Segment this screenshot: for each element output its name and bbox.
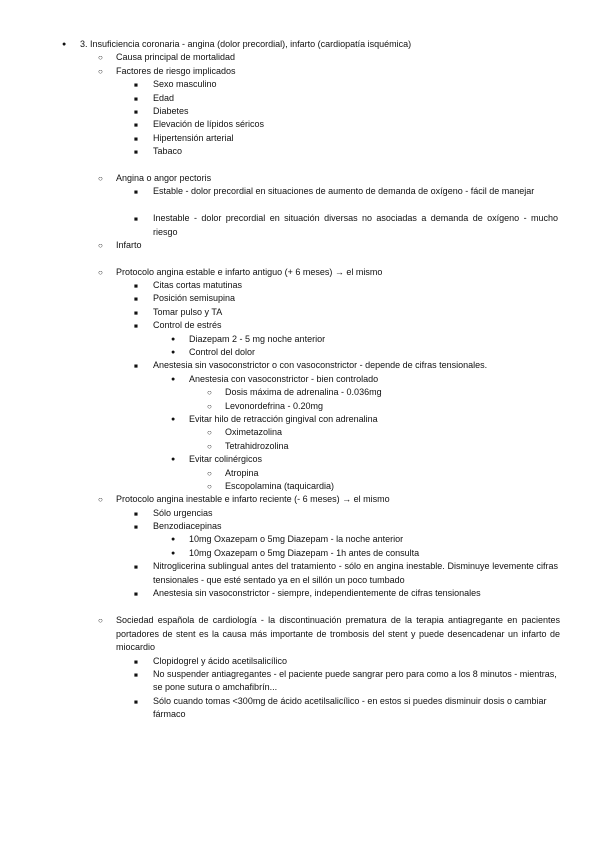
bullet-square: ■ (134, 108, 138, 116)
bullet-circle: ○ (98, 495, 103, 505)
bullet-disc: ● (171, 375, 176, 383)
list-text: Escopolamina (taquicardia) (225, 480, 335, 491)
bullet-disc: ● (171, 415, 176, 423)
bullet-square: ■ (134, 672, 138, 680)
list-text: Diazepam 2 - 5 mg noche anterior (189, 333, 326, 344)
bullet-circle: ○ (207, 428, 212, 438)
bullet-square: ■ (134, 135, 138, 143)
list-text: 10mg Oxazepam o 5mg Diazepam - la noche anterior (189, 534, 404, 545)
list-text: Inestable - dolor precordial en situación diversas no asociadas a demanda de oxígeno - mucho riesgo (153, 213, 558, 237)
list-item (0, 319, 600, 332)
list-item (0, 105, 600, 118)
bullet-square: ■ (134, 510, 138, 518)
list-item (0, 587, 600, 600)
list-item (0, 614, 600, 654)
bullet-circle: ○ (98, 66, 103, 76)
bullet-square: ■ (134, 658, 138, 666)
list-item (0, 440, 600, 453)
list-item (0, 333, 600, 346)
list-text: Nitroglicerina sublingual antes del tratamiento - sólo en angina inestable. Disminuye levemente cifras tensionales - que esté sentado ya en el sillón un poco tumbado (153, 561, 558, 585)
list-item (0, 306, 600, 319)
list-item (0, 266, 600, 279)
list-item (0, 426, 600, 439)
list-item (0, 172, 600, 185)
list-item (0, 695, 600, 722)
bullet-disc: ● (62, 41, 67, 48)
list-item (0, 480, 600, 493)
bullet-square: ■ (134, 216, 138, 224)
list-item (0, 560, 600, 587)
bullet-square: ■ (134, 564, 138, 572)
bullet-disc: ● (171, 456, 176, 464)
list-item (0, 185, 600, 212)
bullet-circle: ○ (207, 468, 212, 478)
list-item (0, 507, 600, 520)
list-text: Causa principal de mortalidad (116, 52, 236, 63)
list-item (0, 346, 600, 359)
list-text: Protocolo angina inestable e infarto reciente (- 6 meses) → el mismo (116, 494, 390, 505)
list-text: Control del dolor (189, 347, 256, 358)
bullet-circle: ○ (207, 481, 212, 491)
bullet-disc: ● (171, 536, 176, 544)
list-text: Posición semisupina (153, 293, 236, 304)
list-item (0, 547, 600, 560)
list-text: Tabaco (153, 146, 183, 157)
bullet-square: ■ (134, 95, 138, 103)
list-item (0, 359, 600, 372)
list-item (0, 239, 600, 252)
bullet-circle: ○ (98, 240, 103, 250)
bullet-circle: ○ (207, 401, 212, 411)
bullet-square: ■ (134, 591, 138, 599)
list-item (0, 65, 600, 78)
bullet-square: ■ (134, 309, 138, 317)
list-item (0, 373, 600, 386)
bullet-circle: ○ (207, 388, 212, 398)
bullet-circle: ○ (98, 173, 103, 183)
list-item (0, 92, 600, 105)
list-item (0, 668, 600, 695)
bullet-circle: ○ (98, 616, 103, 626)
list-text: Atropina (225, 467, 259, 478)
bullet-square: ■ (134, 524, 138, 532)
list-item (0, 453, 600, 466)
list-item (0, 38, 600, 51)
section-heading: 3. Insuficiencia coronaria - angina (dolor precordial), infarto (cardiopatía isquémica) (80, 39, 412, 49)
list-item (0, 467, 600, 480)
list-item (0, 386, 600, 399)
list-text: Sexo masculino (153, 79, 217, 90)
bullet-square: ■ (134, 189, 138, 197)
bullet-disc: ● (171, 549, 176, 557)
list-item (0, 520, 600, 533)
bullet-disc: ● (171, 349, 176, 357)
list-text: Diabetes (153, 105, 189, 116)
list-text: Evitar colinérgicos (189, 454, 263, 465)
list-text: Evitar hilo de retracción gingival con adrenalina (189, 413, 378, 424)
list-text: Sólo cuando tomas <300mg de ácido acetilsalicílico - en estos si puedes disminuir dosis o cambiar fármaco (153, 695, 547, 720)
list-item (0, 493, 600, 506)
list-text: Tetrahidrozolina (225, 440, 289, 451)
list-item (0, 78, 600, 91)
list-text: Anestesia sin vasoconstrictor o con vasoconstrictor - depende de cifras tensionales. (153, 360, 488, 371)
list-text: Edad (153, 92, 175, 103)
list-item (0, 212, 600, 239)
list-text: Sociedad española de cardiología - la discontinuación prematura de la terapia antiagregante en pacientes portadores de stent es la causa más importante de trombosis del stent y puede desencadenar un infarto de miocardio (116, 615, 560, 653)
bullet-circle: ○ (98, 267, 103, 277)
list-item (0, 118, 600, 131)
list-text: Dosis máxima de adrenalina - 0.036mg (225, 387, 382, 398)
bullet-square: ■ (134, 82, 138, 90)
list-text: Protocolo angina estable e infarto antiguo (+ 6 meses) → el mismo (116, 266, 383, 277)
list-item (0, 292, 600, 305)
list-item (0, 655, 600, 668)
list-text: Citas cortas matutinas (153, 280, 243, 291)
list-text: Estable - dolor precordial en situaciones de aumento de demanda de oxígeno - fácil de manejar (153, 186, 535, 197)
list-text: Levonordefrina - 0.20mg (225, 400, 324, 411)
list-text: Elevación de lípidos séricos (153, 119, 265, 130)
list-text: Anestesia sin vasoconstrictor - siempre, independientemente de cifras tensionales (153, 588, 481, 599)
list-text: Control de estrés (153, 320, 222, 331)
list-text: No suspender antiagregantes - el paciente puede sangrar pero para como a los 8 minutos - mientras, se pone sutura o amchafibrín... (153, 669, 557, 693)
list-text: Clopidogrel y ácido acetilsalicílico (153, 655, 288, 666)
bullet-square: ■ (134, 323, 138, 331)
bullet-square: ■ (134, 283, 138, 291)
bullet-square: ■ (134, 296, 138, 304)
list-item (0, 132, 600, 145)
list-text: 10mg Oxazepam o 5mg Diazepam - 1h antes de consulta (189, 547, 420, 558)
document-body (0, 38, 600, 722)
bullet-circle: ○ (207, 441, 212, 451)
list-item (0, 145, 600, 158)
list-item (0, 51, 600, 64)
list-text: Benzodiacepinas (153, 521, 222, 532)
bullet-square: ■ (134, 363, 138, 371)
list-text: Oximetazolina (225, 427, 283, 438)
list-item (0, 400, 600, 413)
list-item (0, 533, 600, 546)
bullet-circle: ○ (98, 53, 103, 63)
list-text: Anestesia con vasoconstrictor - bien controlado (189, 373, 379, 384)
list-text: Sólo urgencias (153, 507, 213, 518)
list-text: Infarto (116, 239, 142, 250)
list-text: Factores de riesgo implicados (116, 65, 236, 76)
list-text: Hipertensión arterial (153, 132, 234, 143)
list-text: Angina o angor pectoris (116, 172, 212, 183)
bullet-square: ■ (134, 122, 138, 130)
bullet-square: ■ (134, 149, 138, 157)
list-item (0, 279, 600, 292)
list-text: Tomar pulso y TA (153, 306, 223, 317)
bullet-disc: ● (171, 335, 176, 343)
bullet-square: ■ (134, 698, 138, 706)
list-item (0, 413, 600, 426)
